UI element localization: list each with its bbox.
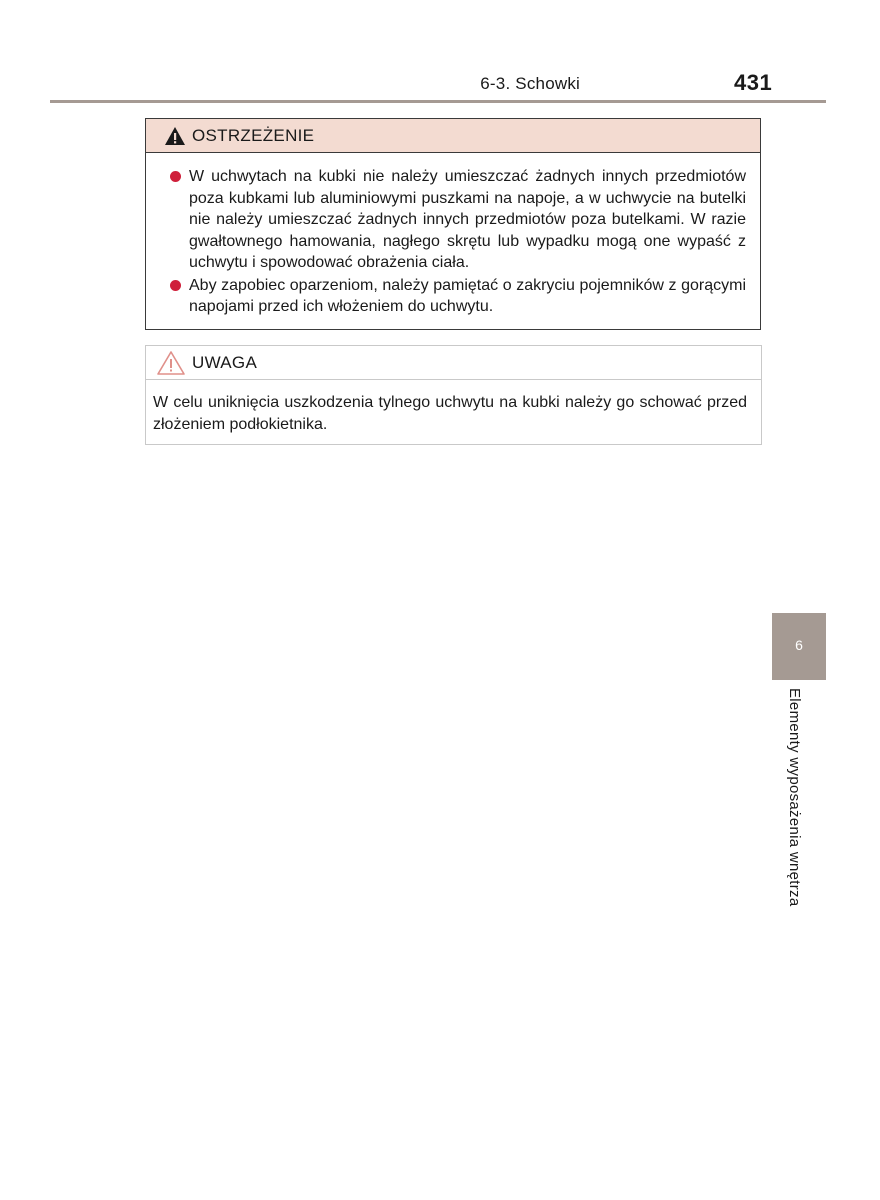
warning-item [168,275,746,318]
header-rule [50,100,826,103]
warning-box [145,118,761,330]
page-number: 431 [734,70,773,95]
notice-title: UWAGA [192,352,258,372]
bullet-dot-icon [170,171,181,182]
notice-text: W celu uniknięcia uszkodzenia tylnego uchwytu na kubki należy go schować przed złożeniem podłokietnika. [153,394,747,433]
warning-item [168,166,746,274]
chapter-number: 6 [795,637,803,653]
warning-triangle-filled-icon [164,126,186,146]
chapter-title: Elementy wyposażenia wnętrza [786,688,803,907]
warning-body [146,153,760,318]
notice-box [145,345,762,445]
warning-title: OSTRZEŻENIE [192,125,315,145]
warning-item-text: W uchwytach na kubki nie należy umieszczać żadnych innych przedmiotów poza kubkami lub aluminiowymi puszkami na napoje, a w uchwycie na butelki nie należy umieszczać żadnych innych przedmiotów poza butelkami. W razie gwałtownego hamowania, nagłego skrętu lub wypadku mogą one wypaść z uchwytu i spowodować obrażenia ciała. [189,168,746,271]
warning-header [146,119,760,153]
bullet-dot-icon [170,280,181,291]
notice-header [146,346,761,380]
chapter-tab [772,613,826,680]
warning-item-text: Aby zapobiec oparzeniom, należy pamiętać o zakryciu pojemników z gorącymi napojami przed ich włożeniem do uchwytu. [189,276,746,315]
section-title: 6-3. Schowki [480,74,580,93]
caution-triangle-outline-icon [156,350,186,376]
